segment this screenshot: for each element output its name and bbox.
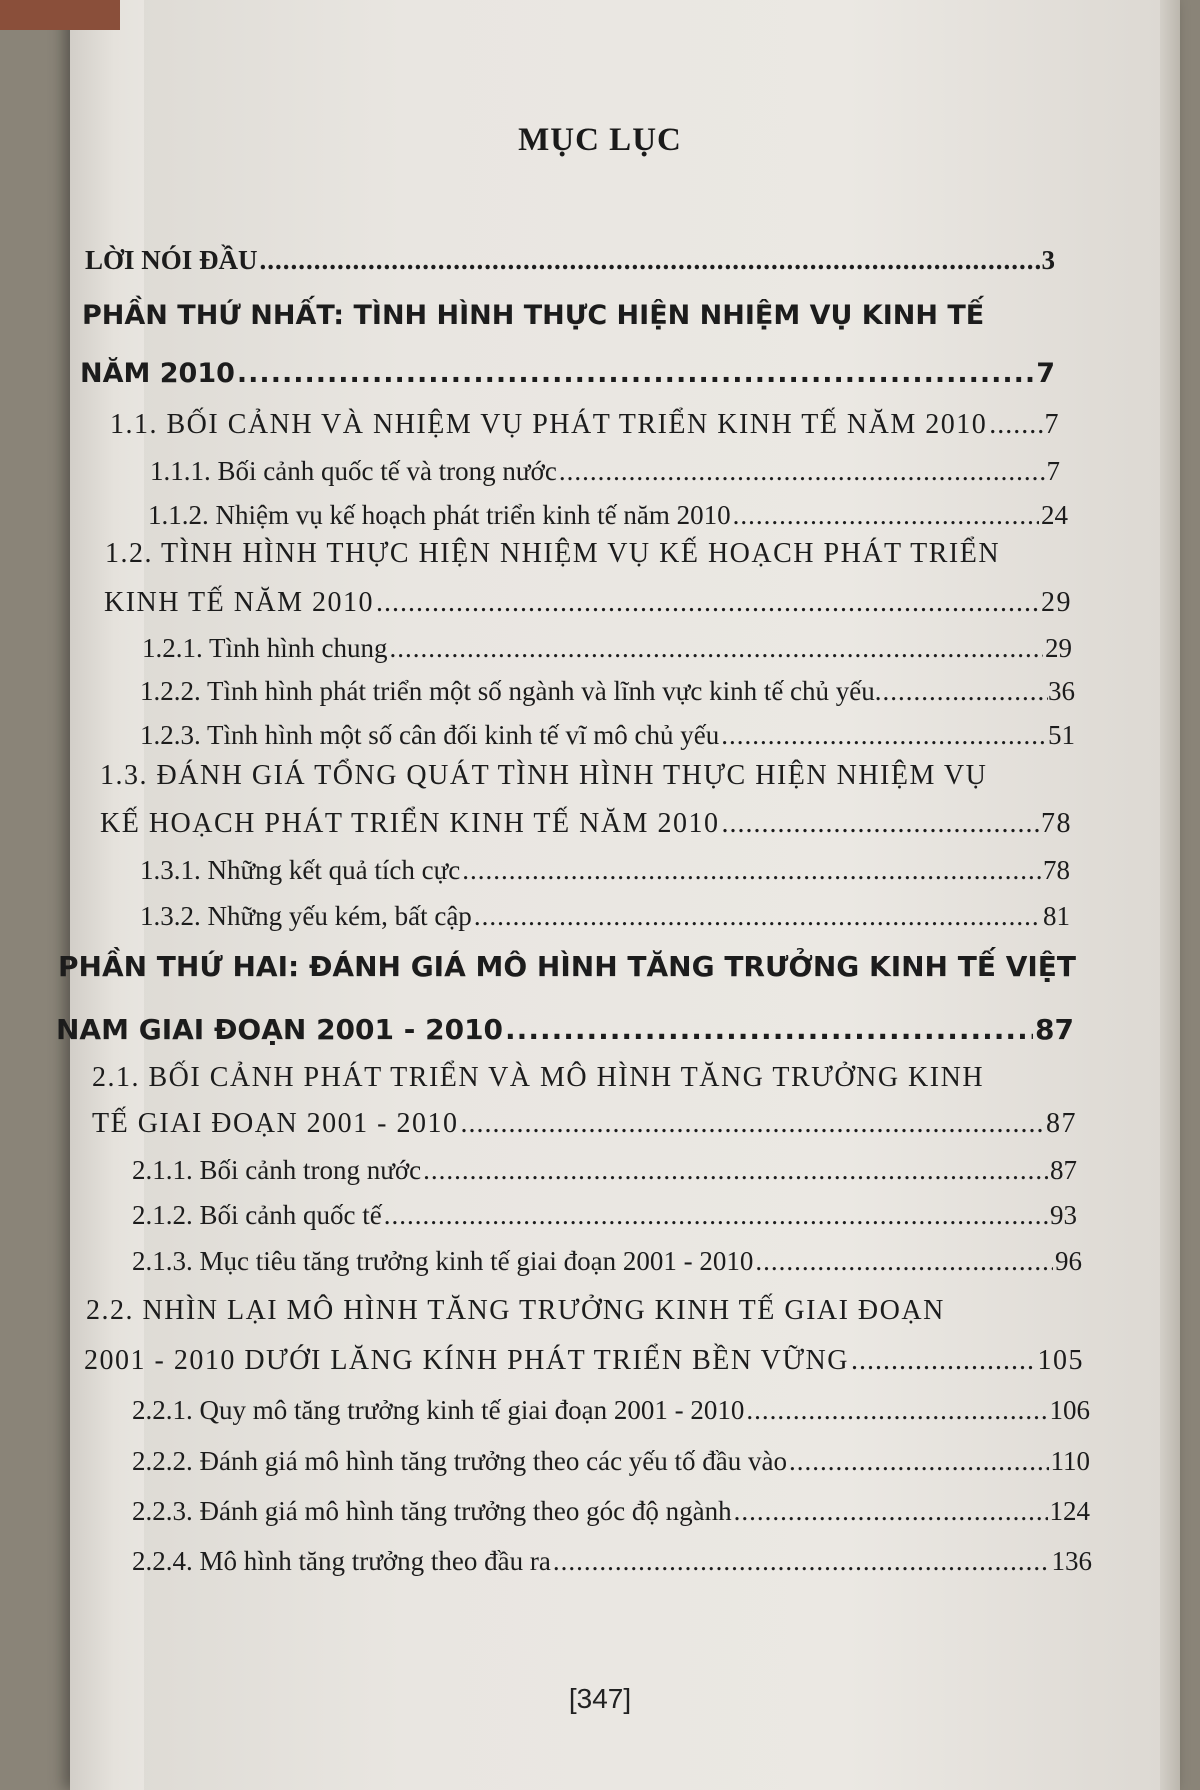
toc-entry-subsection[interactable]	[140, 855, 1070, 886]
dot-leader	[384, 1200, 1048, 1231]
page-number: [347]	[568, 1683, 632, 1714]
dot-leader	[746, 1395, 1047, 1426]
toc-entry-label: 2.2.2. Đánh giá mô hình tăng trưởng theo các yếu tố đầu vào	[132, 1446, 788, 1476]
dot-leader	[875, 676, 1048, 707]
toc-entry-subsection[interactable]	[132, 1200, 1077, 1231]
toc-entry-section[interactable]	[110, 409, 1060, 441]
toc-page-number: 7	[1036, 358, 1055, 389]
dot-leader	[461, 1108, 1044, 1140]
toc-page-number: 78	[1043, 855, 1070, 885]
toc-entry-label: 1.1.1. Bối cảnh quốc tế và trong nước	[150, 456, 557, 486]
toc-entry-label: KINH TẾ NĂM 2010	[104, 587, 375, 618]
toc-entry-subsection[interactable]	[132, 1246, 1082, 1277]
toc-entry-subsection[interactable]	[140, 676, 1075, 707]
toc-entry-label: 1.3.2. Những yếu kém, bất cập	[140, 901, 472, 931]
toc-page-number: 124	[1049, 1496, 1090, 1526]
toc-entry-label: 1.1.2. Nhiệm vụ kế hoạch phát triển kinh tế năm 2010	[148, 500, 731, 530]
toc-page-number: 3	[1041, 245, 1055, 275]
toc-entry-label: 2.1.2. Bối cảnh quốc tế	[132, 1200, 382, 1230]
dot-leader	[553, 1546, 1050, 1577]
toc-page-number: 105	[1037, 1345, 1084, 1376]
toc-entry-label: 1.1. BỐI CẢNH VÀ NHIỆM VỤ PHÁT TRIỂN KINH TẾ NĂM 2010	[110, 409, 988, 440]
toc-entry-subsection[interactable]	[140, 901, 1070, 932]
dot-leader	[260, 245, 1040, 276]
dot-leader	[734, 1496, 1048, 1527]
toc-page-number: 106	[1049, 1395, 1090, 1425]
toc-section-heading-line: 1.3. ĐÁNH GIÁ TỔNG QUÁT TÌNH HÌNH THỰC HIỆN NHIỆM VỤ	[100, 760, 988, 791]
dot-leader	[559, 456, 1045, 487]
dot-leader	[376, 587, 1039, 619]
dot-leader	[721, 808, 1039, 840]
toc-page-number: 110	[1050, 1446, 1090, 1476]
toc-entry-subsection[interactable]	[148, 500, 1068, 531]
toc-entry-label: NAM GIAI ĐOẠN 2001 - 2010	[56, 1013, 504, 1046]
toc-page-number: 51	[1048, 720, 1075, 750]
toc-entry-part-2[interactable]	[56, 1013, 1074, 1046]
toc-entry-subsection[interactable]	[132, 1496, 1090, 1527]
toc-entry-subsection[interactable]	[142, 633, 1072, 664]
toc-entry-subsection[interactable]	[132, 1155, 1077, 1186]
toc-entry-subsection[interactable]	[150, 456, 1060, 487]
toc-entry-preface[interactable]	[85, 245, 1055, 276]
toc-page-number: 87	[1046, 1108, 1077, 1139]
toc-page-number: 36	[1048, 676, 1075, 706]
toc-part-heading-line: PHẦN THỨ HAI: ĐÁNH GIÁ MÔ HÌNH TĂNG TRƯỞNG KINH TẾ VIỆT	[58, 950, 1077, 983]
toc-page-number: 7	[1044, 409, 1060, 440]
dot-leader	[851, 1345, 1036, 1377]
toc-page-number: 29	[1041, 587, 1072, 618]
toc-entry-label: 2.2.3. Đánh giá mô hình tăng trưởng theo góc độ ngành	[132, 1496, 732, 1526]
toc-entry-label: 2.2.4. Mô hình tăng trưởng theo đầu ra	[132, 1546, 551, 1576]
dot-leader	[755, 1246, 1053, 1277]
toc-entry-label: 1.2.3. Tình hình một số cân đối kinh tế vĩ mô chủ yếu	[140, 720, 720, 750]
toc-entry-label: 1.2.2. Tình hình phát triển một số ngành và lĩnh vực kinh tế chủ yếu	[140, 676, 875, 706]
toc-entry-section[interactable]	[84, 1345, 1084, 1377]
toc-entry-subsection[interactable]	[132, 1446, 1090, 1477]
dot-leader	[789, 1446, 1048, 1477]
toc-entry-label: KẾ HOẠCH PHÁT TRIỂN KINH TẾ NĂM 2010	[100, 808, 720, 839]
toc-page-number: 78	[1041, 808, 1072, 839]
toc-page-number: 87	[1035, 1013, 1074, 1046]
toc-page-number: 7	[1046, 456, 1060, 486]
toc-entry-section[interactable]	[92, 1108, 1077, 1140]
toc-page-number: 81	[1043, 901, 1070, 931]
toc-entry-label: 1.3.1. Những kết quả tích cực	[140, 855, 461, 885]
dot-leader	[733, 500, 1039, 531]
toc-page-number: 96	[1055, 1246, 1082, 1276]
page-title: MỤC LỤC	[518, 122, 682, 159]
toc-entry-label: 2.1.1. Bối cảnh trong nước	[132, 1155, 422, 1185]
toc-page-number: 29	[1045, 633, 1072, 663]
toc-entry-label: 2001 - 2010 DƯỚI LĂNG KÍNH PHÁT TRIỂN BỀN VỮNG	[84, 1345, 849, 1376]
dot-leader	[462, 855, 1041, 886]
dot-leader	[390, 633, 1044, 664]
toc-entry-subsection[interactable]	[132, 1546, 1092, 1577]
dot-leader	[721, 720, 1046, 751]
toc-entry-label: 1.2.1. Tình hình chung	[142, 633, 388, 663]
dot-leader	[505, 1013, 1033, 1046]
dot-leader	[423, 1155, 1048, 1186]
toc-page-number: 136	[1051, 1546, 1092, 1576]
toc-entry-label: TẾ GIAI ĐOẠN 2001 - 2010	[92, 1108, 459, 1139]
toc-page-number: 24	[1041, 500, 1068, 530]
toc-entry-section[interactable]	[104, 587, 1072, 619]
toc-page-number: 93	[1050, 1200, 1077, 1230]
toc-entry-label: 2.1.3. Mục tiêu tăng trưởng kinh tế giai đoạn 2001 - 2010	[132, 1246, 754, 1276]
dot-leader	[989, 409, 1042, 441]
toc-section-heading-line: 1.2. TÌNH HÌNH THỰC HIỆN NHIỆM VỤ KẾ HOẠCH PHÁT TRIỂN	[105, 538, 1001, 569]
dot-leader	[474, 901, 1041, 932]
toc-entry-label: 2.2.1. Quy mô tăng trưởng kinh tế giai đoạn 2001 - 2010	[132, 1395, 745, 1425]
toc-entry-label: NĂM 2010	[80, 358, 235, 389]
toc-part-heading-line: PHẦN THỨ NHẤT: TÌNH HÌNH THỰC HIỆN NHIỆM VỤ KINH TẾ	[82, 300, 985, 331]
toc-entry-section[interactable]	[100, 808, 1072, 840]
toc-entry-subsection[interactable]	[140, 720, 1075, 751]
toc-entry-label: LỜI NÓI ĐẦU	[85, 245, 258, 275]
toc-section-heading-line: 2.1. BỐI CẢNH PHÁT TRIỂN VÀ MÔ HÌNH TĂNG TRƯỞNG KINH	[92, 1062, 985, 1093]
dot-leader	[237, 358, 1034, 389]
toc-page-number: 87	[1050, 1155, 1077, 1185]
toc-entry-part-1[interactable]	[80, 358, 1055, 389]
toc-section-heading-line: 2.2. NHÌN LẠI MÔ HÌNH TĂNG TRƯỞNG KINH TẾ GIAI ĐOẠN	[86, 1295, 945, 1326]
toc-entry-subsection[interactable]	[132, 1395, 1090, 1426]
